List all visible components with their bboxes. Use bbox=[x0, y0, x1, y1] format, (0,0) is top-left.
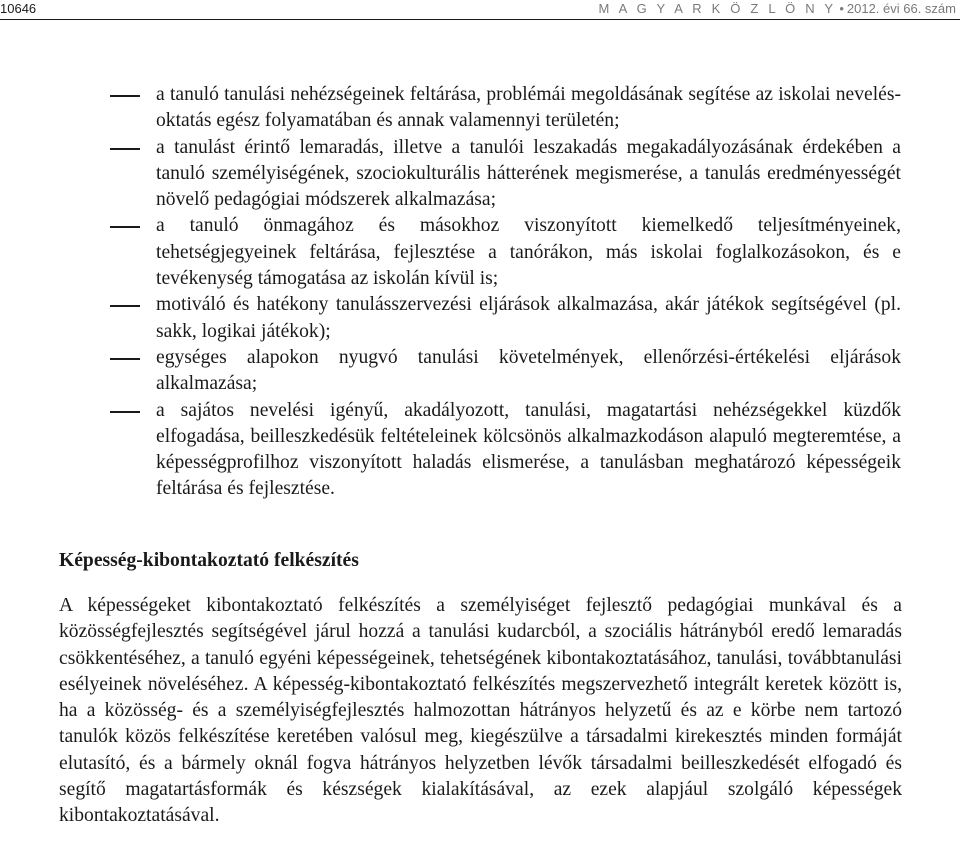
list-item bbox=[110, 213, 901, 292]
list-item-text: motiváló és hatékony tanulásszervezési eljárások alkalmazása, akár játékok segítségével (pl. sakk, logikai játékok); bbox=[156, 294, 901, 342]
objectives-list bbox=[110, 82, 901, 503]
list-item-text: a tanuló tanulási nehézségeinek feltárása, problémái megoldásának segítése az iskolai nevelés-oktatás egész folyamatában és annak valamennyi területén; bbox=[156, 84, 901, 132]
list-item bbox=[110, 135, 901, 214]
page-number: 10646 bbox=[0, 1, 37, 16]
header-rule bbox=[0, 19, 960, 20]
list-item bbox=[110, 82, 901, 135]
issue-label: 2012. évi 66. szám bbox=[846, 1, 956, 16]
gazette-name: M A G Y A R K Ö Z L Ö N Y bbox=[598, 1, 837, 16]
dash-bullet bbox=[110, 226, 140, 228]
dash-bullet bbox=[110, 95, 140, 97]
dash-bullet bbox=[110, 305, 140, 307]
running-title bbox=[599, 1, 956, 16]
section-heading: Képesség-kibontakoztató felkészítés bbox=[59, 550, 359, 571]
list-item-text: a sajátos nevelési igényű, akadályozott, tanulási, magatartási nehézségekkel küzdők elfogadása, beilleszkedésük feltételeinek kölcsönös alkalmazkodáson alapuló megteremtése, a képességprofilhoz viszonyított haladás elismerése, a tanulásban meghatározó képességeik feltárása és fejlesztése. bbox=[156, 399, 901, 500]
dash-bullet bbox=[110, 358, 140, 360]
dash-bullet bbox=[110, 411, 140, 413]
dash-bullet bbox=[110, 148, 140, 150]
list-item-text: a tanuló önmagához és másokhoz viszonyított kiemelkedő teljesítményeinek, tehetségjegyeinek feltárása, fejlesztése a tanórákon, más iskolai foglalkozásokon, és e tevékenység támogatása az iskolán kívül is; bbox=[156, 215, 901, 290]
list-item-text: egységes alapokon nyugvó tanulási követelmények, ellenőrzési-értékelési eljárások alkalmazása; bbox=[156, 346, 901, 395]
body-paragraph: A képességeket kibontakoztató felkészítés a személyiséget fejlesztő pedagógiai munkával és a közösségfejlesztés segítségével járul hozzá a tanulási kudarcból, a szociális hátrányból eredő lemaradás csökkentéséhez, a tanuló egyéni képességeinek, tehetségének kibontakoztatásához, tanulási, továbbtanulási esélyeinek növeléséhez. A képesség-kibontakoztató felkészítés megszervezhető integrált keretek között is, ha a közösség- és a személyiségfejlesztés halmozottan hátrányos helyzetű és az e körbe nem tartozó tanulók közös felkészítése keretében valósul meg, kiegészülve a társadalmi kirekesztés minden formáját elutasító, és a bármely oknál fogva hátrányos helyzetben lévők társadalmi beilleszkedését elfogadó és segítő magatartásformák és készségek kialakításával, az ezek alapjául szolgáló képességek kibontakoztatásával. bbox=[59, 595, 902, 827]
list-item bbox=[110, 292, 901, 345]
list-item bbox=[110, 398, 901, 503]
page-header bbox=[0, 0, 960, 22]
header-separator: • bbox=[839, 1, 844, 16]
list-item bbox=[110, 345, 901, 398]
list-item-text: a tanulást érintő lemaradás, illetve a tanulói leszakadás megakadályozásának érdekében a tanuló személyiségének, szociokulturális hátterének megismerése, a tanulás eredményességét növelő pedagógiai módszerek alkalmazása; bbox=[156, 136, 901, 211]
